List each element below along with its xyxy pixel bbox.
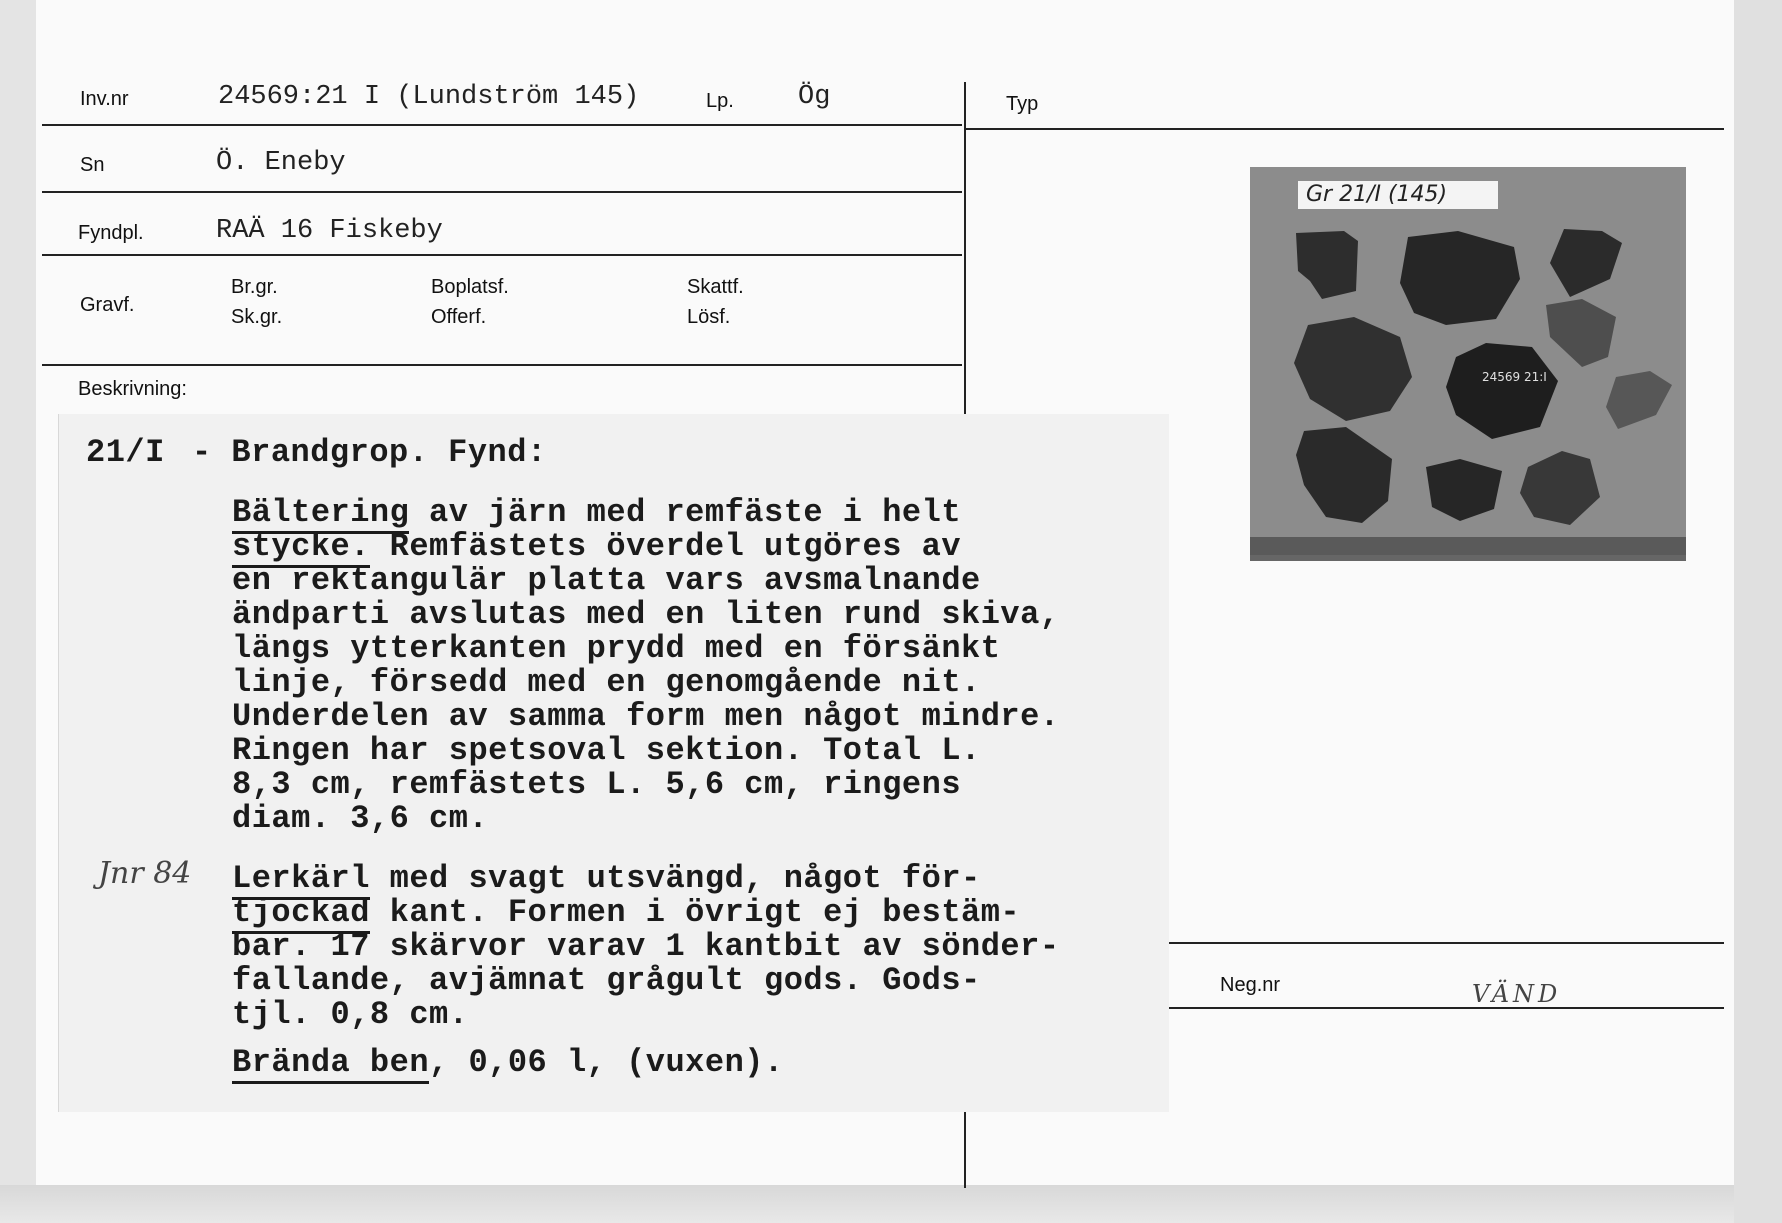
skgr-label: Sk.gr. — [231, 306, 283, 328]
card-bottom-edge — [0, 1185, 1782, 1223]
boplatsf-label: Boplatsf. — [431, 276, 509, 298]
fyndpl-label: Fyndpl. — [78, 222, 144, 244]
card-right-edge — [1734, 0, 1782, 1223]
term-baltering: Bältering — [232, 494, 409, 534]
description-heading — [86, 436, 165, 470]
offerf-label: Offerf. — [431, 306, 487, 328]
negnr-label: Neg.nr — [1220, 974, 1281, 996]
inv-value: 24569:21 I (Lundström 145) — [218, 82, 640, 112]
paragraph-bones: Brända ben, 0,06 l, (vuxen). — [232, 1046, 784, 1080]
rule-fyndpl — [42, 254, 962, 256]
rule-sn — [42, 191, 962, 193]
rule-gravf — [42, 364, 962, 366]
inv-label: Inv.nr — [80, 88, 129, 110]
rule-inv — [42, 124, 962, 126]
brgr-label: Br.gr. — [231, 276, 278, 298]
beskrivning-label: Beskrivning: — [78, 378, 187, 400]
sn-label: Sn — [80, 154, 105, 176]
losf-label: Lösf. — [687, 306, 731, 328]
photo-label: Gr 21/I (145) — [1298, 181, 1498, 209]
paragraph-belt-ring: Bältering av järn med remfäste i helt stycke. Remfästets överdel utgöres av en rektangulär platta vars avsmalnande ändparti avslutas med en liten rund skiva, längs ytterkanten prydd med en försänkt linje, försedd med en genomgående nit. Underdelen av samma form men något mindre. Ringen har spetsoval sektion. Total L. 8,3 cm, remfästets L. 5,6 cm, ringens diam. 3,6 cm. — [232, 494, 1060, 837]
rule-typ — [966, 128, 1724, 130]
sn-value: Ö. Eneby — [216, 148, 346, 178]
term-lerkarl: Lerkärl — [232, 860, 370, 900]
lp-value: Ög — [798, 82, 831, 112]
fyndpl-value: RAÄ 16 Fiskeby — [216, 216, 443, 246]
typ-label: Typ — [1006, 93, 1039, 115]
negnr-handwritten: VÄND — [1472, 980, 1562, 1008]
rule-neg-top — [1166, 942, 1724, 944]
paragraph-pottery: Lerkärl med svagt utsvängd, något för- tjockad kant. Formen i övrigt ej bestäm- bar. 17 skärvor varav 1 kantbit av sönder- fallande, avjämnat grågult gods. Gods- tjl. 0,8 cm. — [232, 860, 1060, 1033]
gravf-label: Gravf. — [80, 294, 135, 316]
sherds-illustration — [1250, 167, 1686, 555]
sherd-inscription: 24569 21:I — [1482, 370, 1547, 384]
artefact-photo — [1250, 167, 1686, 561]
term-branda-ben: Brända ben — [232, 1044, 429, 1084]
lp-label: Lp. — [706, 90, 734, 112]
rule-neg-bottom — [1166, 1007, 1724, 1009]
description-heading-text: - Brandgrop. Fynd: — [192, 434, 547, 471]
skattf-label: Skattf. — [687, 276, 744, 298]
margin-note-jnr: Jnr 84 — [98, 856, 192, 891]
heading-number: 21/I — [86, 434, 165, 471]
